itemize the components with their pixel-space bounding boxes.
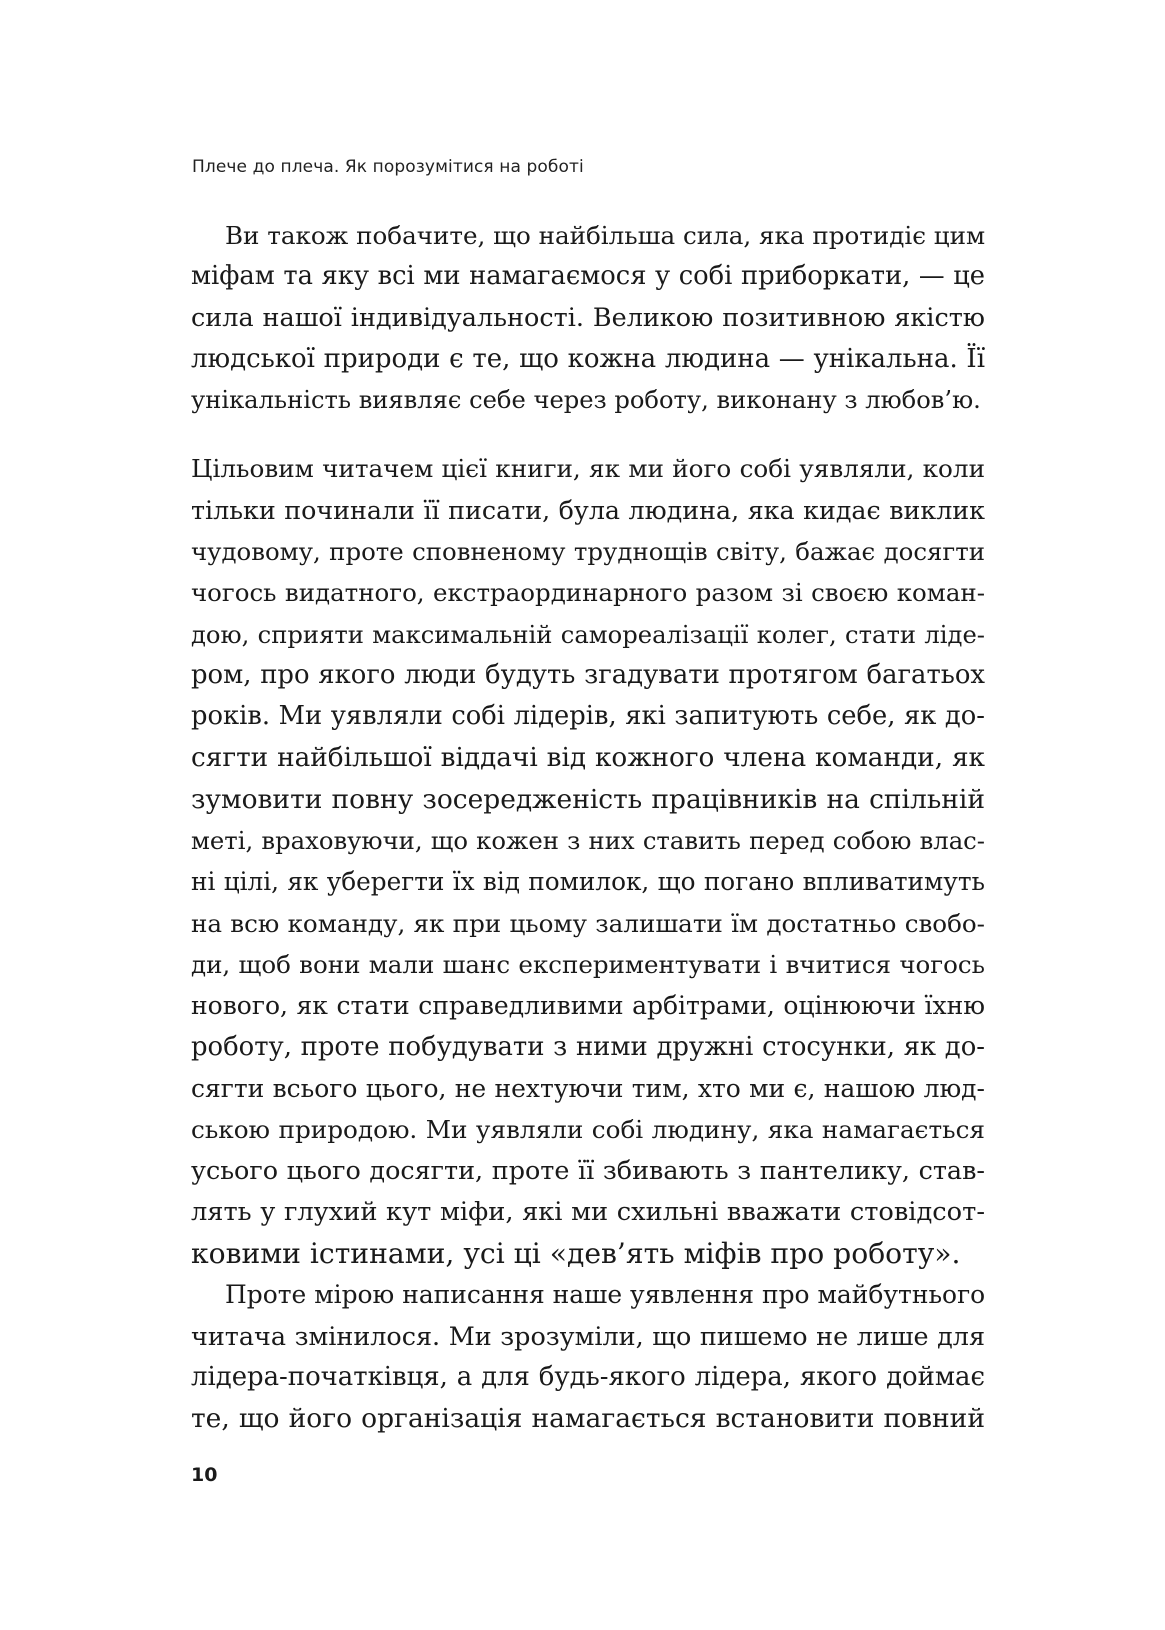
- text-line: усього цього досягти, проте її збивають з пантелику, став-: [191, 1155, 985, 1186]
- text-line: ською природою. Ми уявляли собі людину, яка намагається: [191, 1115, 985, 1145]
- page-number: 10: [191, 1464, 218, 1486]
- body-text: [191, 215, 985, 1440]
- text-line: Проте мірою написання наше уявлення про майбутнього: [225, 1280, 986, 1310]
- running-header: Плече до плеча. Як порозумітися на роботі: [192, 157, 584, 177]
- text-line: сягти всього цього, не нехтуючи тим, хто ми є, нашою люд-: [191, 1073, 985, 1103]
- text-line: сягти найбільшої віддачі від кожного члена команди, як: [191, 742, 985, 773]
- text-line: людської природи є те, що кожна людина — унікальна. Її: [191, 343, 985, 374]
- text-line: Ви також побачите, що найбільша сила, яка протидіє цим: [225, 221, 986, 250]
- text-line: унікальність виявляє себе через роботу, виконану з любов’ю.: [191, 386, 981, 415]
- text-line: ковими істинами, усі ці «дев’ять міфів про роботу».: [191, 1237, 961, 1271]
- text-line: зумовити повну зосередженість працівників на спільній: [191, 783, 985, 815]
- text-line: лідера-початківця, а для будь-якого лідера, якого доймає: [191, 1362, 985, 1393]
- text-line: лять у глухий кут міфи, які ми схильні вважати стовідсот-: [191, 1196, 985, 1227]
- text-line: тільки починали її писати, була людина, яка кидає виклик: [191, 494, 985, 525]
- text-line: роботу, проте побудувати з ними дружні стосунки, як до-: [191, 1031, 985, 1062]
- paragraph-1: [191, 215, 985, 421]
- text-line: дою, сприяти максимальній самореалізації колег, стати ліде-: [191, 619, 985, 649]
- text-line: міфам та яку всі ми намагаємося у собі приборкати, — це: [191, 261, 985, 292]
- text-line: ні цілі, як уберегти їх від помилок, що погано впливатимуть: [191, 867, 985, 897]
- text-line: Цільовим читачем цієї книги, як ми його собі уявляли, коли: [191, 454, 985, 484]
- section-gap: [191, 421, 985, 448]
- text-line: те, що його організація намагається встановити повний: [191, 1403, 985, 1435]
- text-line: читача змінилося. Ми зрозуміли, що пишемо не лише для: [191, 1320, 985, 1351]
- text-line: нового, як стати справедливими арбітрами, оцінюючи їхню: [191, 991, 985, 1021]
- text-line: чогось видатного, екстраординарного разом зі своєю коман-: [191, 578, 985, 608]
- text-line: сила нашої індивідуальності. Великою позитивною якістю: [191, 302, 985, 333]
- text-line: років. Ми уявляли собі лідерів, які запитують себе, як до-: [191, 701, 985, 732]
- text-line: меті, враховуючи, що кожен з них ставить перед собою влас-: [191, 826, 985, 856]
- text-line: на всю команду, як при цьому залишати їм достатньо свобо-: [191, 908, 985, 938]
- paragraph-2: [191, 448, 985, 1274]
- text-line: ди, щоб вони мали шанс експериментувати і вчитися чогось: [191, 950, 985, 980]
- text-line: ром, про якого люди будуть згадувати протягом багатьох: [191, 659, 985, 690]
- paragraph-3: [191, 1274, 985, 1439]
- text-line: чудовому, проте сповненому труднощів світу, бажає досягти: [191, 537, 985, 567]
